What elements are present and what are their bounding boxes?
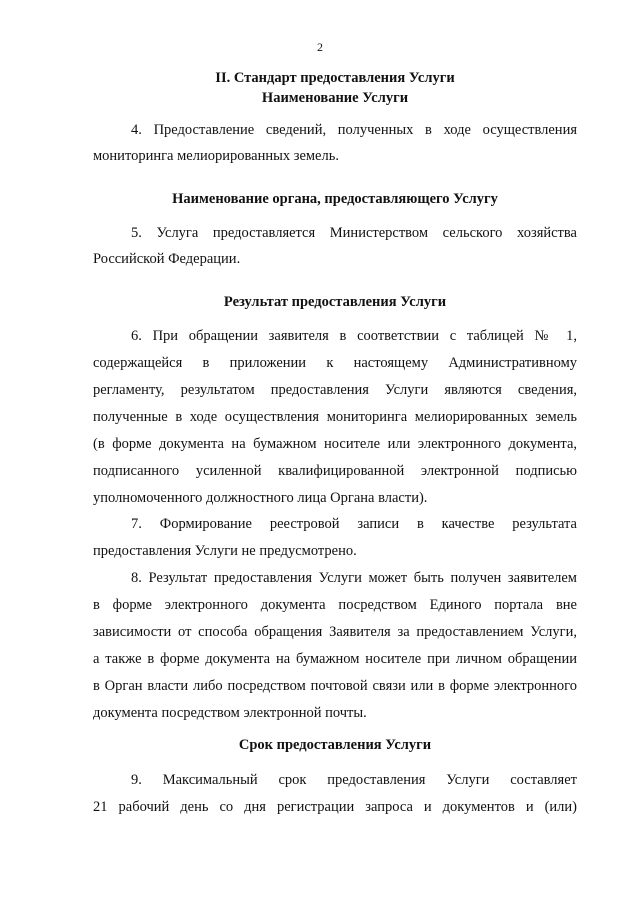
paragraph-5-line-2: Российской Федерации. (93, 251, 241, 267)
paragraph-6-line-4: полученные в ходе осуществления мониторинга мелиорированных земель (93, 409, 577, 425)
paragraph-6-line-6: подписанного усиленной квалифицированной электронной подписью (93, 463, 577, 479)
paragraph-6-line-2: содержащейся в приложении к настоящему Административному (93, 355, 577, 371)
paragraph-6-line-5: (в форме документа на бумажном носителе или электронного документа, (93, 436, 577, 452)
paragraph-7-line-1: 7. Формирование реестровой записи в качестве результата (131, 516, 577, 532)
heading-service-name: Наименование Услуги (261, 90, 409, 106)
page-number: 2 (317, 40, 323, 54)
paragraph-6-line-7: уполномоченного должностного лица Органа власти). (93, 490, 428, 506)
heading-term: Срок предоставления Услуги (238, 737, 432, 753)
paragraph-9-line-2: 21 рабочий день со дня регистрации запроса и документов и (или) (93, 799, 577, 815)
paragraph-4-line-2: мониторинга мелиорированных земель. (93, 148, 339, 164)
paragraph-8-line-2: в форме электронного документа посредством Единого портала вне (93, 597, 577, 613)
section-title: II. Стандарт предоставления Услуги (215, 70, 455, 86)
paragraph-6-line-3: регламенту, результатом предоставления Услуги являются сведения, (93, 382, 577, 398)
paragraph-5-line-1: 5. Услуга предоставляется Министерством сельского хозяйства (131, 225, 577, 241)
paragraph-8-line-3: зависимости от способа обращения Заявителя за предоставлением Услуги, (93, 624, 577, 640)
paragraph-4-line-1: 4. Предоставление сведений, полученных в ходе осуществления (131, 122, 577, 138)
heading-result: Результат предоставления Услуги (223, 294, 447, 310)
paragraph-8-line-5: в Орган власти либо посредством почтовой связи или в форме электронного (93, 678, 577, 694)
paragraph-7-line-2: предоставления Услуги не предусмотрено. (93, 543, 357, 559)
heading-authority: Наименование органа, предоставляющего Услугу (172, 191, 498, 207)
paragraph-8-line-1: 8. Результат предоставления Услуги может быть получен заявителем (131, 570, 577, 586)
paragraph-8-line-4: а также в форме документа на бумажном носителе при личном обращении (93, 651, 577, 667)
paragraph-8-line-6: документа посредством электронной почты. (93, 705, 367, 721)
paragraph-9-line-1: 9. Максимальный срок предоставления Услуги составляет (131, 772, 577, 788)
paragraph-6-line-1: 6. При обращении заявителя в соответствии с таблицей № 1, (131, 328, 577, 344)
